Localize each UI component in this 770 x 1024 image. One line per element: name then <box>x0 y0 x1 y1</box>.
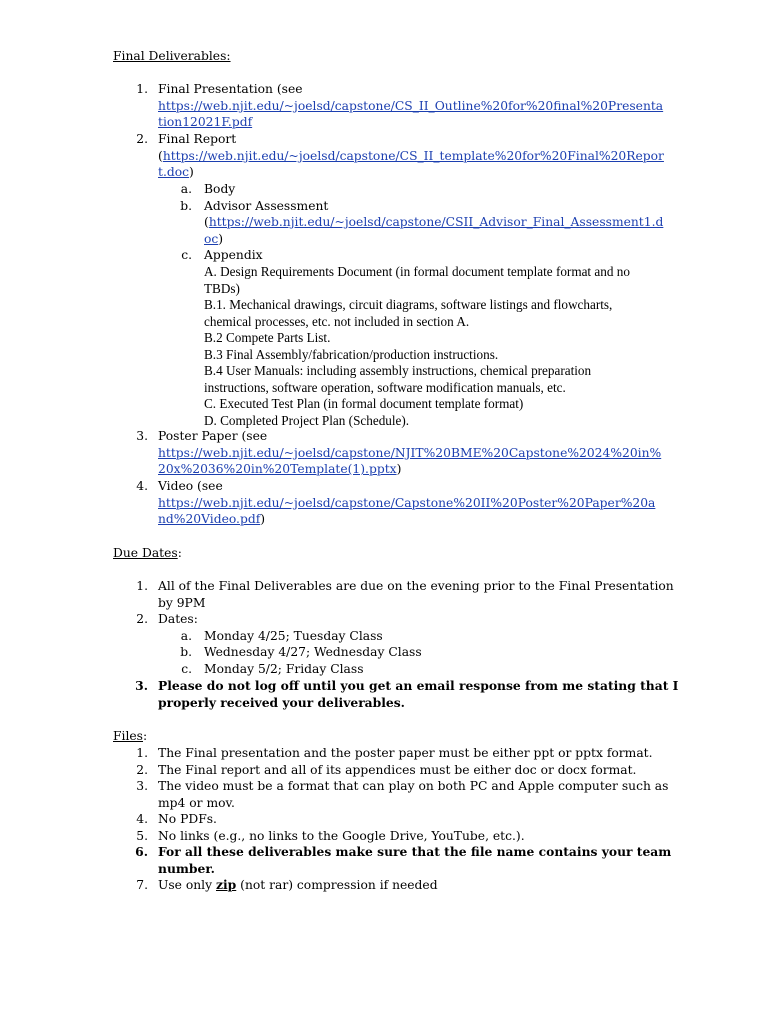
deliverable-item-poster-paper: 3. Poster Paper (see https://web.njit.edu/~joelsd/capstone/NJIT%20BME%20Capstone%2024%20in% 20x%2036%20in%20Template(1).pptx) <box>136 429 662 476</box>
files-item-team-number: For all these deliverables make sure that the file name contains your team <box>158 844 672 859</box>
link-poster-template[interactable]: https://web.njit.edu/~joelsd/capstone/NJIT%20BME%20Capstone%2024%20in% <box>158 445 662 460</box>
section-heading-due-dates: Due Dates: <box>113 546 182 560</box>
due-item-do-not-log-off: 3. Please do not log off until you get an email response from me stating that I properly received your deliverables. <box>135 678 679 710</box>
section-heading-files: Files: <box>113 729 148 743</box>
report-subitems-ab: a. Body b. Advisor Assessment (https://web.njit.edu/~joelsd/capstone/CSII_Advisor_Final_Assessment1.d oc) <box>180 182 664 246</box>
report-sub-appendix: c. Appendix <box>181 248 263 262</box>
link-poster-paper-video[interactable]: https://web.njit.edu/~joelsd/capstone/Capstone%20II%20Poster%20Paper%20a <box>158 495 656 510</box>
report-sub-body: Body <box>204 182 236 196</box>
files-item: No PDFs. <box>158 812 217 826</box>
link-poster-template-cont[interactable]: 20x%2036%20in%20Template(1).pptx <box>158 462 397 476</box>
files-item-team-number-cont: number. <box>158 860 215 876</box>
link-advisor-assessment[interactable]: https://web.njit.edu/~joelsd/capstone/CSII_Advisor_Final_Assessment1.d <box>208 215 664 229</box>
link-final-presentation-outline-cont[interactable]: tion12021F.pdf <box>158 115 253 129</box>
link-final-presentation-outline[interactable]: https://web.njit.edu/~joelsd/capstone/CS_II_Outline%20for%20final%20Presenta <box>158 98 664 113</box>
date-monday-friday: Monday 5/2; Friday Class <box>204 661 364 676</box>
date-monday: Monday 4/25; Tuesday Class <box>204 628 383 643</box>
due-item-evening-prior: 1. All of the Final Deliverables are due on the evening prior to the Final Presentation by 9PM <box>136 579 674 610</box>
deliverable-item-final-presentation: 1. Final Presentation (see https://web.njit.edu/~joelsd/capstone/CS_II_Outline%20for%20final%20Presenta tion12021F.pdf <box>136 82 664 129</box>
report-sub-advisor-assessment: Advisor Assessment <box>204 198 329 213</box>
section-heading-final-deliverables: Final Deliverables: <box>113 49 231 63</box>
files-item: The video must be a format that can play on both PC and Apple computer such as <box>158 779 669 793</box>
files-item: No links (e.g., no links to the Google Drive, YouTube, etc.). <box>158 828 525 843</box>
files-item-cont: mp4 or mov. <box>158 795 235 810</box>
appendix-contents: A. Design Requirements Document (in formal document template format and no TBDs) B.1. Mechanical drawings, circuit diagrams, software listings and flowcharts, chemical processes, etc. not included in section A. B.2 Compete Parts List. B.3 Final Assembly/fabrication/production instructions. B.4 User Manuals: including assembly instructions, chemical preparation instructions, software operation, software modification manuals, etc. C. Executed Test Plan (in formal document template format) D. Completed Project Plan (Schedule). <box>204 264 630 428</box>
files-item: The Final presentation and the poster paper must be either ppt or pptx format. <box>158 746 653 760</box>
link-poster-paper-video-cont[interactable]: nd%20Video.pdf <box>158 512 261 526</box>
deliverable-item-video: 4. Video (see https://web.njit.edu/~joelsd/capstone/Capstone%20II%20Poster%20Paper%20a nd%20Video.pdf) <box>136 479 656 526</box>
files-item-zip: Use only zip (not rar) compression if needed <box>158 877 438 892</box>
link-advisor-assessment-cont[interactable]: oc <box>204 231 219 246</box>
files-list: 1. The Final presentation and the poster paper must be either ppt or pptx format. 2. The Final report and all of its appendices must be either doc or docx format. 3. The video must be a format that can play on both PC and Apple computer such as mp4 or mov. 4. No PDFs. 5. No links (e.g., no links to the Google Drive, YouTube, etc.). 6. For all these deliverables make sure that the file name contains your team number. 7. Use only zip (not rar) compression if needed <box>135 746 672 892</box>
date-wednesday: Wednesday 4/27; Wednesday Class <box>204 645 422 659</box>
due-item-dates: 2. Dates: a. Monday 4/25; Tuesday Class b. Wednesday 4/27; Wednesday Class c. Monday 5/2; Friday Class <box>136 612 422 676</box>
link-final-report-template-cont[interactable]: t.doc <box>158 165 190 179</box>
deliverable-item-final-report: 2. Final Report (https://web.njit.edu/~joelsd/capstone/CS_II_template%20for%20Final%20Repor t.doc) <box>136 132 664 179</box>
link-final-report-template[interactable]: https://web.njit.edu/~joelsd/capstone/CS_II_template%20for%20Final%20Repor <box>162 148 664 163</box>
files-item: The Final report and all of its appendices must be either doc or docx format. <box>158 762 637 777</box>
